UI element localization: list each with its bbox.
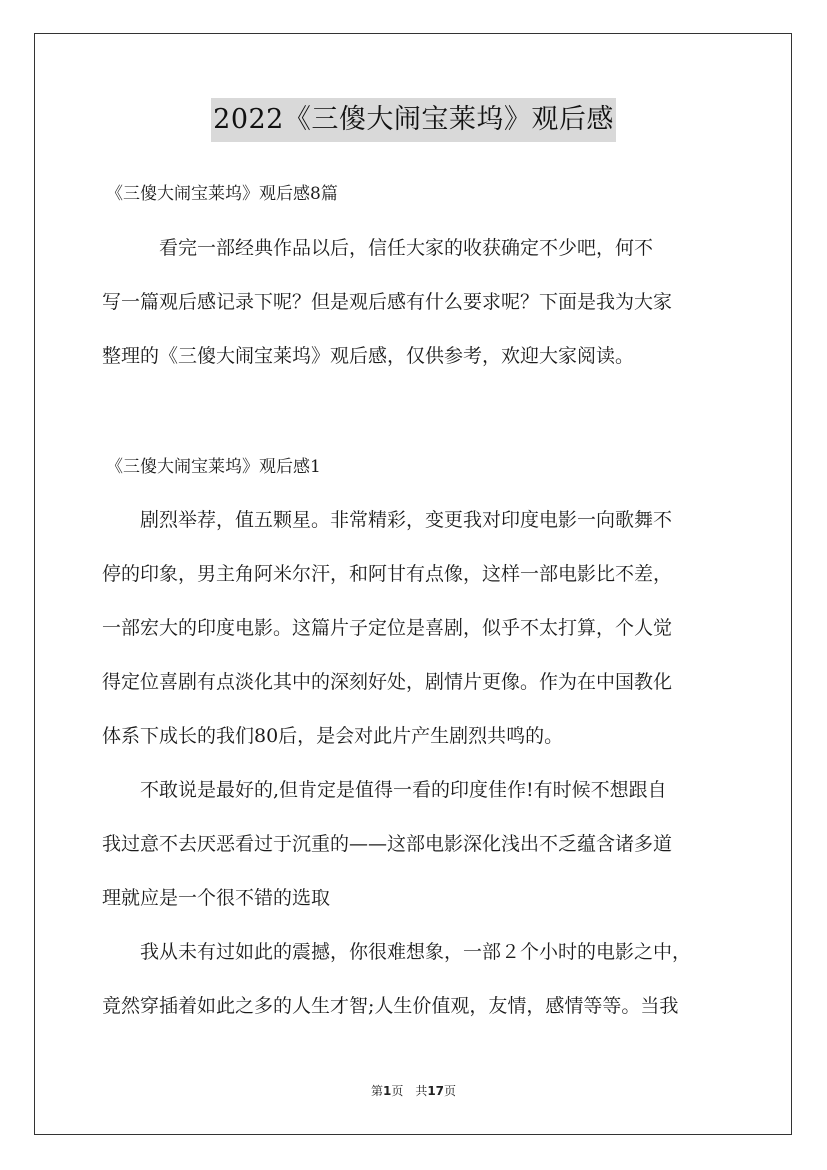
title-container — [0, 98, 827, 142]
document-subtitle: 《三傻大闹宝莱坞》观后感8篇 — [106, 184, 338, 204]
paragraph-1 — [102, 506, 742, 776]
paragraph-line: 剧烈举荐，值五颗星。非常精彩，变更我对印度电影一向歌舞不 — [102, 509, 673, 531]
paragraph-line: 理就应是一个很不错的选取 — [102, 887, 331, 909]
paragraph-line: 体系下成长的我们80后，是会对此片产生剧烈共鸣的。 — [102, 725, 564, 747]
paragraph-3 — [102, 938, 742, 1046]
intro-line: 写一篇观后感记录下呢？但是观后感有什么要求呢？下面是我为大家 — [102, 291, 673, 313]
footer-page-total: 17 — [427, 1084, 445, 1098]
footer-page-current: 1 — [382, 1084, 392, 1098]
paragraph-line: 我从未有过如此的震撼，你很难想象，一部２个小时的电影之中， — [102, 941, 692, 963]
intro-line: 看完一部经典作品以后，信任大家的收获确定不少吧，何不 — [102, 237, 654, 259]
intro-paragraph — [102, 234, 742, 396]
paragraph-line: 一部宏大的印度电影。这篇片子定位是喜剧，似乎不太打算，个人觉 — [102, 617, 673, 639]
paragraph-line: 我过意不去厌恶看过于沉重的——这部电影深化浅出不乏蕴含诸多道 — [102, 833, 673, 855]
paragraph-2 — [102, 776, 742, 938]
document-title: 2022《三傻大闹宝莱坞》观后感 — [211, 98, 616, 142]
footer-mid: 页 共 — [391, 1084, 428, 1098]
intro-line: 整理的《三傻大闹宝莱坞》观后感，仅供参考，欢迎大家阅读。 — [102, 345, 635, 367]
footer-prefix: 第 — [370, 1084, 383, 1098]
footer-suffix: 页 — [444, 1084, 457, 1098]
paragraph-line: 不敢说是最好的,但肯定是值得一看的印度佳作!有时候不想跟自 — [102, 779, 667, 801]
paragraph-line: 得定位喜剧有点淡化其中的深刻好处，剧情片更像。作为在中国教化 — [102, 671, 673, 693]
page-footer — [0, 1082, 827, 1099]
section-heading: 《三傻大闹宝莱坞》观后感1 — [106, 457, 321, 477]
paragraph-line: 停的印象，男主角阿米尔汗，和阿甘有点像，这样一部电影比不差， — [102, 563, 673, 585]
paragraph-line: 竟然穿插着如此之多的人生才智;人生价值观，友情，感情等等。当我 — [102, 995, 679, 1017]
